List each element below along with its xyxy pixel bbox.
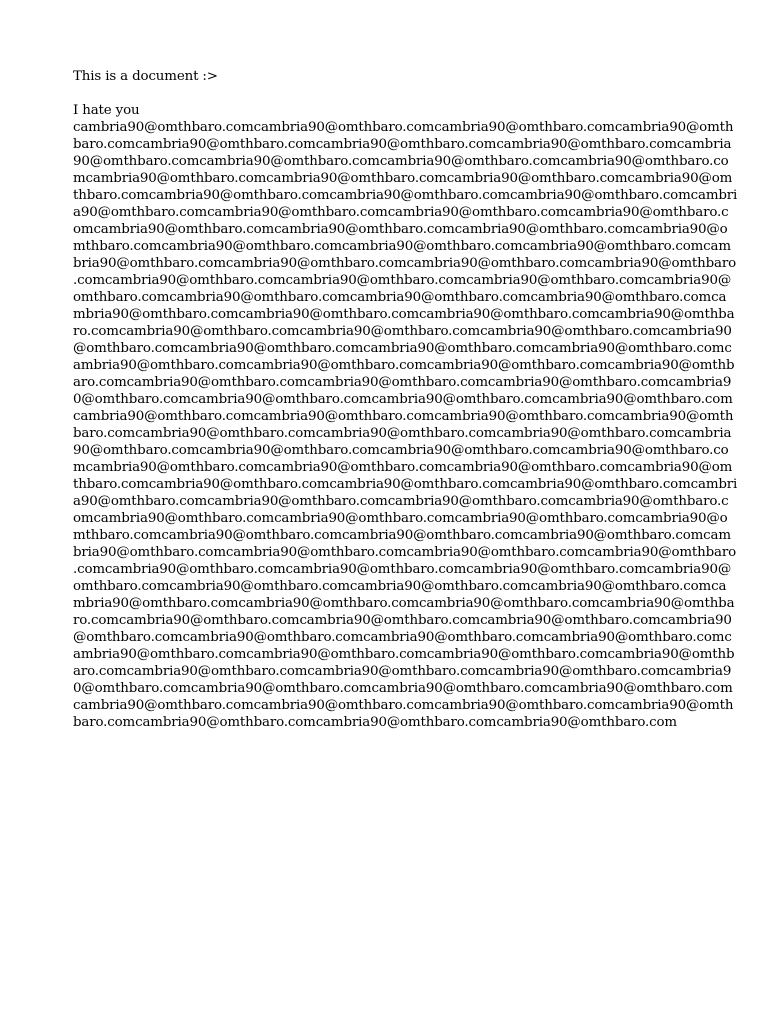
email-text-line: ro.comcambria90@omthbaro.comcambria90@omthbaro.comcambria90@omthbaro.comcambria90 (73, 613, 732, 628)
email-text-line: bria90@omthbaro.comcambria90@omthbaro.comcambria90@omthbaro.comcambria90@omthbaro (73, 256, 737, 271)
email-text-line: @omthbaro.comcambria90@omthbaro.comcambria90@omthbaro.comcambria90@omthbaro.comc (73, 341, 732, 356)
email-text-line: aro.comcambria90@omthbaro.comcambria90@omthbaro.comcambria90@omthbaro.comcambria9 (73, 664, 732, 679)
email-text-line: ambria90@omthbaro.comcambria90@omthbaro.comcambria90@omthbaro.comcambria90@omthb (73, 358, 735, 373)
email-text-line: 0@omthbaro.comcambria90@omthbaro.comcambria90@omthbaro.comcambria90@omthbaro.com (73, 392, 733, 407)
email-text-line: ambria90@omthbaro.comcambria90@omthbaro.comcambria90@omthbaro.comcambria90@omthb (73, 647, 735, 662)
email-text-line: omthbaro.comcambria90@omthbaro.comcambria90@omthbaro.comcambria90@omthbaro.comca (73, 290, 727, 305)
email-text-line: aro.comcambria90@omthbaro.comcambria90@omthbaro.comcambria90@omthbaro.comcambria9 (73, 375, 732, 390)
email-text-line: @omthbaro.comcambria90@omthbaro.comcambria90@omthbaro.comcambria90@omthbaro.comc (73, 630, 732, 645)
email-text-line: .comcambria90@omthbaro.comcambria90@omthbaro.comcambria90@omthbaro.comcambria90@ (73, 273, 732, 288)
email-text-line: baro.comcambria90@omthbaro.comcambria90@omthbaro.comcambria90@omthbaro.comcambria (73, 426, 732, 441)
email-text-line: a90@omthbaro.comcambria90@omthbaro.comcambria90@omthbaro.comcambria90@omthbaro.c (73, 205, 729, 220)
document-title-line: This is a document :> (73, 69, 218, 84)
email-text-line: mbria90@omthbaro.comcambria90@omthbaro.comcambria90@omthbaro.comcambria90@omthba (73, 596, 735, 611)
email-text-line: 90@omthbaro.comcambria90@omthbaro.comcambria90@omthbaro.comcambria90@omthbaro.co (73, 154, 729, 169)
email-text-line: 90@omthbaro.comcambria90@omthbaro.comcambria90@omthbaro.comcambria90@omthbaro.co (73, 443, 729, 458)
email-text-line: mbria90@omthbaro.comcambria90@omthbaro.comcambria90@omthbaro.comcambria90@omthba (73, 307, 735, 322)
email-text-line: .comcambria90@omthbaro.comcambria90@omthbaro.comcambria90@omthbaro.comcambria90@ (73, 562, 732, 577)
email-text-line: baro.comcambria90@omthbaro.comcambria90@omthbaro.comcambria90@omthbaro.com (73, 715, 677, 730)
email-text-line: baro.comcambria90@omthbaro.comcambria90@omthbaro.comcambria90@omthbaro.comcambria (73, 137, 732, 152)
email-text-line: mcambria90@omthbaro.comcambria90@omthbaro.comcambria90@omthbaro.comcambria90@om (73, 460, 733, 475)
email-text-line: cambria90@omthbaro.comcambria90@omthbaro.comcambria90@omthbaro.comcambria90@omth (73, 698, 734, 713)
email-text-block (73, 119, 738, 731)
email-text-line: bria90@omthbaro.comcambria90@omthbaro.comcambria90@omthbaro.comcambria90@omthbaro (73, 545, 737, 560)
email-text-line: a90@omthbaro.comcambria90@omthbaro.comcambria90@omthbaro.comcambria90@omthbaro.c (73, 494, 729, 509)
email-text-line: omthbaro.comcambria90@omthbaro.comcambria90@omthbaro.comcambria90@omthbaro.comca (73, 579, 727, 594)
email-text-line: mthbaro.comcambria90@omthbaro.comcambria90@omthbaro.comcambria90@omthbaro.comcam (73, 528, 731, 543)
email-text-line: cambria90@omthbaro.comcambria90@omthbaro.comcambria90@omthbaro.comcambria90@omth (73, 409, 734, 424)
email-text-line: mthbaro.comcambria90@omthbaro.comcambria90@omthbaro.comcambria90@omthbaro.comcam (73, 239, 731, 254)
email-text-line: ro.comcambria90@omthbaro.comcambria90@omthbaro.comcambria90@omthbaro.comcambria90 (73, 324, 732, 339)
document-page (73, 68, 738, 731)
email-text-line: cambria90@omthbaro.comcambria90@omthbaro.comcambria90@omthbaro.comcambria90@omth (73, 120, 734, 135)
email-text-line: thbaro.comcambria90@omthbaro.comcambria90@omthbaro.comcambria90@omthbaro.comcambri (73, 188, 738, 203)
email-text-line: 0@omthbaro.comcambria90@omthbaro.comcambria90@omthbaro.comcambria90@omthbaro.com (73, 681, 733, 696)
email-text-line: omcambria90@omthbaro.comcambria90@omthbaro.comcambria90@omthbaro.comcambria90@o (73, 511, 728, 526)
email-text-line: thbaro.comcambria90@omthbaro.comcambria90@omthbaro.comcambria90@omthbaro.comcambri (73, 477, 738, 492)
email-text-line: omcambria90@omthbaro.comcambria90@omthbaro.comcambria90@omthbaro.comcambria90@o (73, 222, 728, 237)
greeting-line: I hate you (73, 103, 140, 118)
email-text-line: mcambria90@omthbaro.comcambria90@omthbaro.comcambria90@omthbaro.comcambria90@om (73, 171, 733, 186)
